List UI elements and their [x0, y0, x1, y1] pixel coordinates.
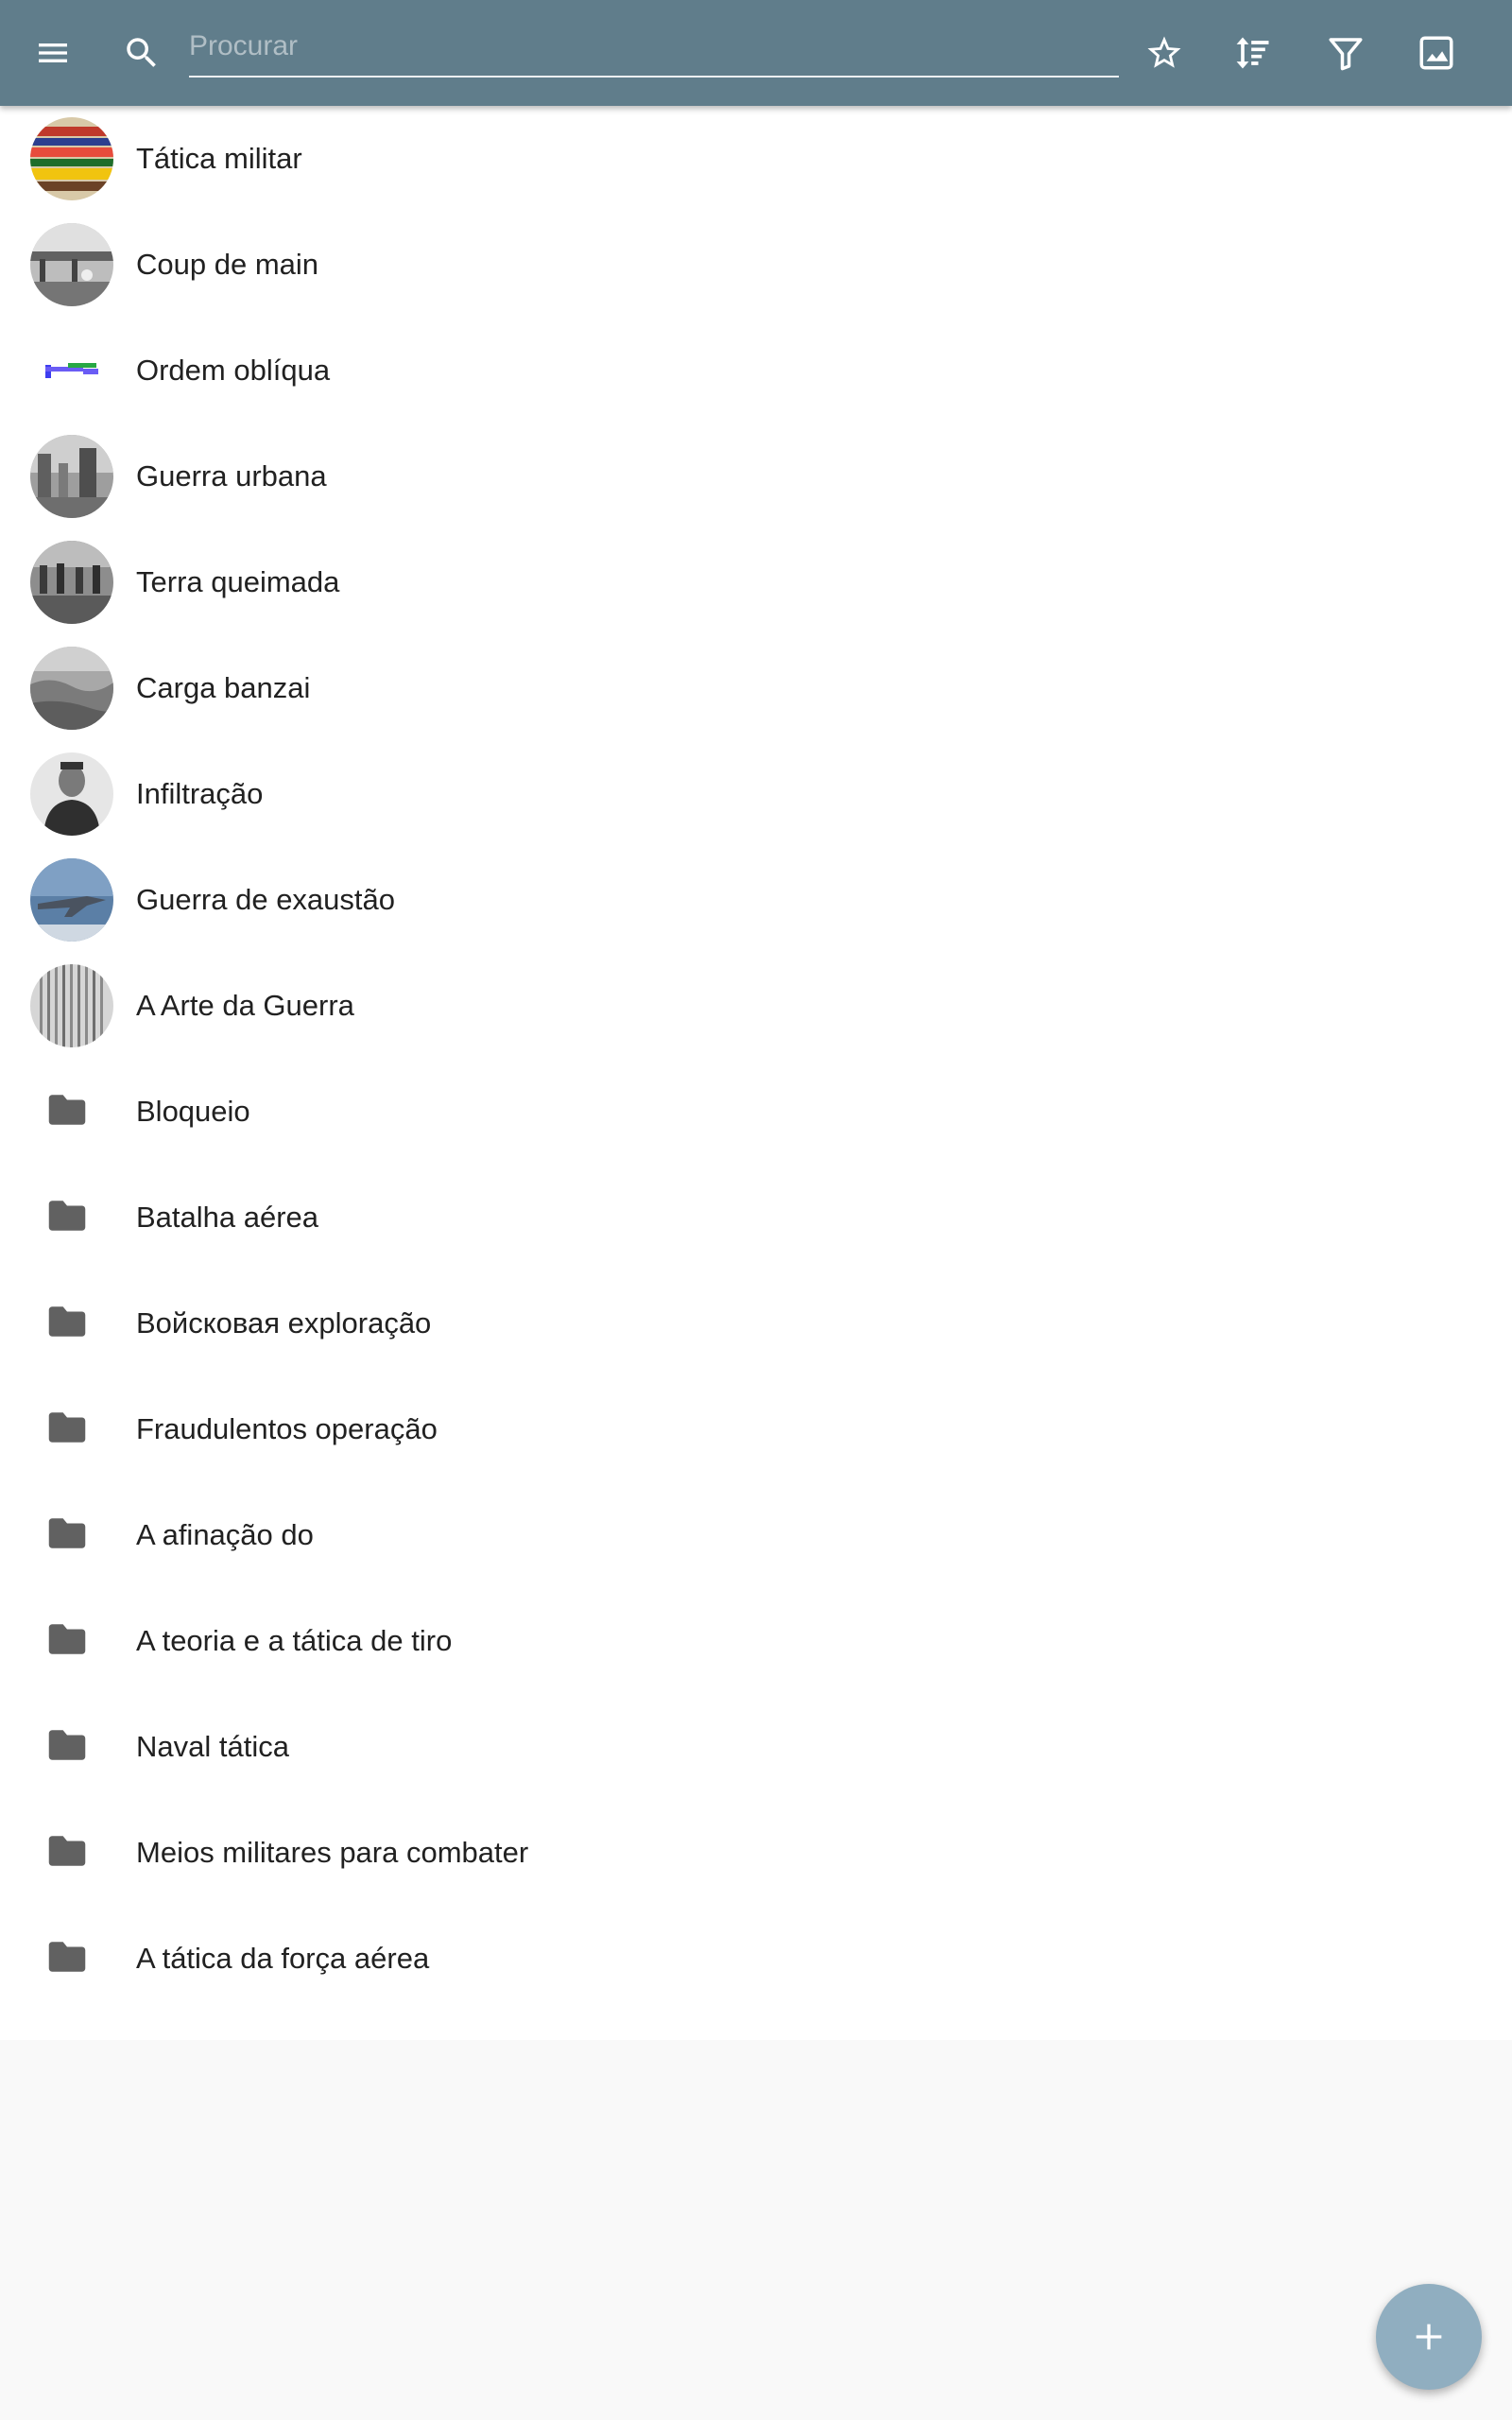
image-button[interactable]: [1406, 23, 1467, 83]
folder-icon: [47, 1516, 87, 1550]
item-label: Batalha aérea: [136, 1201, 319, 1234]
image-icon: [1417, 33, 1456, 73]
sort-icon: [1232, 32, 1274, 74]
list-item[interactable]: [0, 847, 1512, 953]
bw-officer-portrait-thumbnail: [30, 752, 113, 836]
folder-icon: [47, 1834, 87, 1868]
list-item[interactable]: [0, 212, 1512, 318]
search-field[interactable]: [189, 13, 1119, 78]
list-item[interactable]: [0, 318, 1512, 424]
folder-icon: [47, 1728, 87, 1762]
bw-battlefield-photo-thumbnail: [30, 647, 113, 730]
list-item[interactable]: [0, 1694, 1512, 1800]
item-label: Bloqueio: [136, 1095, 250, 1128]
search-button[interactable]: [112, 23, 172, 83]
menu-button[interactable]: [23, 23, 83, 83]
list-item[interactable]: [0, 1165, 1512, 1270]
list-item[interactable]: [0, 529, 1512, 635]
item-label: A afinação do: [136, 1518, 314, 1551]
colorful-soldiers-thumbnail: [30, 117, 113, 200]
item-label: Tática militar: [136, 142, 302, 175]
item-label: Meios militares para combater: [136, 1836, 529, 1869]
filter-icon: [1326, 33, 1366, 73]
folder-icon: [47, 1093, 87, 1127]
item-label: Войсковая exploração: [136, 1306, 432, 1340]
item-label: Infiltração: [136, 777, 264, 810]
list-item[interactable]: [0, 953, 1512, 1059]
folder-icon: [47, 1940, 87, 1974]
list-item[interactable]: [0, 1906, 1512, 2012]
favorites-button[interactable]: [1134, 23, 1194, 83]
app-bar: [0, 0, 1512, 106]
item-label: Carga banzai: [136, 671, 311, 704]
bw-ruins-photo-thumbnail: [30, 435, 113, 518]
star-outline-icon: [1144, 33, 1184, 73]
list-item[interactable]: [0, 424, 1512, 529]
item-label: Terra queimada: [136, 565, 340, 598]
filter-button[interactable]: [1315, 23, 1376, 83]
list-item[interactable]: [0, 106, 1512, 212]
menu-icon: [34, 34, 72, 72]
list-item[interactable]: [0, 1376, 1512, 1482]
fighter-jet-photo-thumbnail: [30, 858, 113, 942]
sort-button[interactable]: [1223, 23, 1283, 83]
folder-icon: [47, 1622, 87, 1656]
bamboo-scroll-thumbnail: [30, 964, 113, 1047]
item-label: A Arte da Guerra: [136, 989, 354, 1022]
search-input[interactable]: [189, 13, 1119, 74]
item-label: Ordem oblíqua: [136, 354, 331, 387]
list-item[interactable]: [0, 1588, 1512, 1694]
item-label: Guerra urbana: [136, 459, 327, 493]
item-label: Fraudulentos operação: [136, 1412, 438, 1445]
list-item[interactable]: [0, 1270, 1512, 1376]
item-label: Coup de main: [136, 248, 319, 281]
list-item[interactable]: [0, 741, 1512, 847]
bw-soldiers-photo-thumbnail: [30, 541, 113, 624]
item-label: Naval tática: [136, 1730, 289, 1763]
list-item[interactable]: [0, 1482, 1512, 1588]
item-label: Guerra de exaustão: [136, 883, 396, 916]
oblique-order-diagram-thumbnail: [30, 329, 113, 412]
folder-icon: [47, 1305, 87, 1339]
add-button[interactable]: [1376, 2284, 1482, 2390]
list-item[interactable]: [0, 635, 1512, 741]
list-item[interactable]: [0, 1059, 1512, 1165]
plus-icon: [1410, 2318, 1448, 2356]
list-item[interactable]: [0, 1800, 1512, 1906]
item-list: [0, 106, 1512, 2040]
folder-icon: [47, 1199, 87, 1233]
folder-icon: [47, 1410, 87, 1444]
bw-bridge-photo-thumbnail: [30, 223, 113, 306]
item-label: A tática da força aérea: [136, 1942, 430, 1975]
search-icon: [122, 33, 162, 73]
item-label: A teoria e a tática de tiro: [136, 1624, 453, 1657]
